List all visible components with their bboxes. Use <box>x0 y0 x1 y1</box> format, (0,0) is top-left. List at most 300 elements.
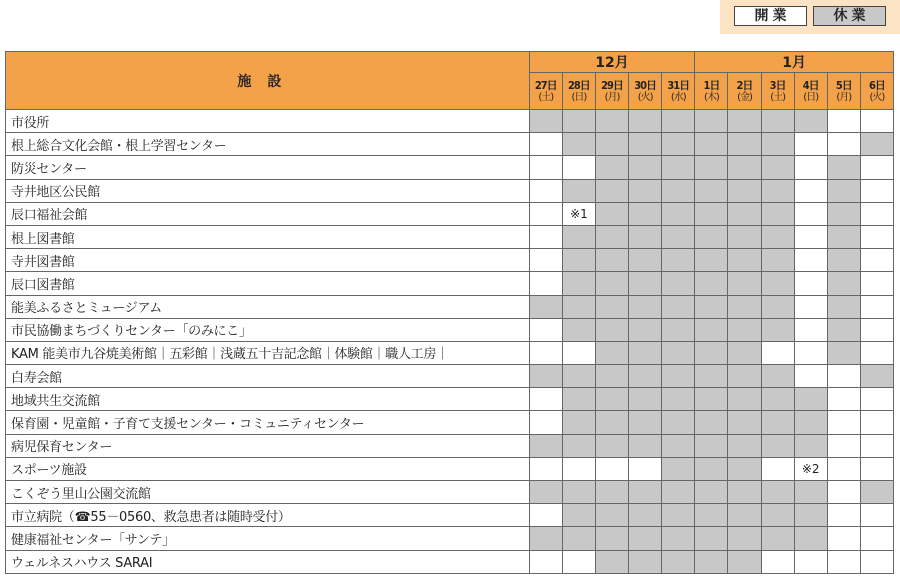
footnote-mark: ※2 <box>801 461 820 476</box>
closed-day-cell <box>595 272 628 295</box>
closed-day-cell <box>595 550 628 573</box>
closed-day-cell <box>827 156 860 179</box>
closed-day-cell <box>695 156 728 179</box>
closed-day-cell <box>662 179 695 202</box>
open-day-cell <box>794 550 827 573</box>
open-day-cell <box>529 550 562 573</box>
closed-day-cell <box>562 225 595 248</box>
closed-day-cell <box>562 318 595 341</box>
closed-day-cell <box>728 179 761 202</box>
open-day-cell <box>529 411 562 434</box>
closed-day-cell <box>728 481 761 504</box>
closed-day-cell <box>562 504 595 527</box>
facility-name: KAM 能美市九谷焼美術館｜五彩館｜浅蔵五十吉記念館｜体験館｜職人工房｜ <box>6 341 530 364</box>
closed-day-cell <box>595 179 628 202</box>
facility-name: 市立病院（☎55－0560、救急患者は随時受付） <box>6 504 530 527</box>
closed-day-cell <box>695 481 728 504</box>
day-number: 6日 <box>868 78 885 92</box>
closed-day-cell <box>662 550 695 573</box>
weekday-label: (土) <box>538 91 554 103</box>
table-row <box>6 272 894 295</box>
table-row <box>6 434 894 457</box>
open-day-cell <box>529 225 562 248</box>
open-day-cell <box>860 527 893 550</box>
closed-day-cell <box>562 527 595 550</box>
closed-day-cell <box>761 504 794 527</box>
closed-day-cell <box>728 272 761 295</box>
open-day-cell <box>860 457 893 480</box>
closed-day-cell <box>761 411 794 434</box>
open-day-cell <box>827 388 860 411</box>
open-day-cell <box>794 318 827 341</box>
closed-day-cell <box>761 295 794 318</box>
table-row <box>6 202 894 225</box>
closed-day-cell <box>728 388 761 411</box>
closed-day-cell <box>595 225 628 248</box>
closed-day-cell <box>761 272 794 295</box>
open-day-cell <box>629 457 662 480</box>
open-day-cell <box>827 110 860 133</box>
closed-day-cell <box>794 434 827 457</box>
closed-day-cell <box>761 202 794 225</box>
open-day-cell <box>827 365 860 388</box>
legend-closed: 休業 <box>813 6 886 26</box>
closed-day-cell <box>529 434 562 457</box>
closed-day-cell <box>529 365 562 388</box>
closed-day-cell <box>827 295 860 318</box>
open-day-cell <box>595 457 628 480</box>
table-row <box>6 527 894 550</box>
closed-day-cell <box>595 341 628 364</box>
closed-day-cell <box>761 434 794 457</box>
closed-day-cell <box>695 202 728 225</box>
closed-day-cell <box>629 550 662 573</box>
facility-rows <box>6 110 894 574</box>
open-day-cell <box>860 295 893 318</box>
facility-name: 根上総合文化会館・根上学習センター <box>6 133 530 156</box>
closed-day-cell <box>728 457 761 480</box>
open-day-cell <box>794 225 827 248</box>
closed-day-cell <box>662 272 695 295</box>
open-day-cell <box>860 318 893 341</box>
weekday-label: (火) <box>637 91 653 103</box>
open-day-cell <box>860 272 893 295</box>
open-day-cell <box>860 249 893 272</box>
closed-day-cell <box>728 550 761 573</box>
closed-day-cell <box>860 133 893 156</box>
open-day-cell <box>794 295 827 318</box>
weekday-label: (月) <box>604 91 620 103</box>
closed-day-cell <box>529 527 562 550</box>
closed-day-cell <box>629 411 662 434</box>
day-header <box>794 73 827 110</box>
closed-day-cell <box>595 411 628 434</box>
closed-day-cell <box>629 365 662 388</box>
closed-day-cell <box>562 411 595 434</box>
open-day-cell <box>860 411 893 434</box>
facility-name: 市民協働まちづくりセンター「のみにこ」 <box>6 318 530 341</box>
open-day-cell <box>860 202 893 225</box>
holiday-schedule-table <box>5 51 894 574</box>
table-row <box>6 481 894 504</box>
open-day-cell <box>529 156 562 179</box>
open-day-cell <box>827 133 860 156</box>
open-day-cell <box>794 365 827 388</box>
day-header <box>728 73 761 110</box>
day-number: 30日 <box>634 78 657 92</box>
closed-day-cell <box>562 110 595 133</box>
closed-day-cell <box>562 388 595 411</box>
open-day-cell <box>794 202 827 225</box>
table-row <box>6 295 894 318</box>
closed-day-cell <box>629 272 662 295</box>
legend-open: 開業 <box>734 6 807 26</box>
table-row <box>6 318 894 341</box>
closed-day-cell <box>662 481 695 504</box>
closed-day-cell <box>761 249 794 272</box>
closed-day-cell <box>761 156 794 179</box>
closed-day-cell <box>595 249 628 272</box>
closed-day-cell <box>761 481 794 504</box>
closed-day-cell <box>629 434 662 457</box>
facility-name: 保育園・児童館・子育て支援センター・コミュニティセンター <box>6 411 530 434</box>
closed-day-cell <box>662 295 695 318</box>
closed-day-cell <box>629 156 662 179</box>
closed-day-cell <box>595 133 628 156</box>
open-day-cell <box>529 249 562 272</box>
weekday-label: (月) <box>836 91 852 103</box>
closed-day-cell <box>728 133 761 156</box>
closed-day-cell <box>794 527 827 550</box>
closed-day-cell <box>529 295 562 318</box>
closed-day-cell <box>761 318 794 341</box>
weekday-label: (火) <box>869 91 885 103</box>
day-number: 1日 <box>703 78 720 92</box>
open-day-cell <box>860 504 893 527</box>
facility-name: 病児保育センター <box>6 434 530 457</box>
closed-day-cell <box>695 365 728 388</box>
closed-day-cell <box>562 365 595 388</box>
open-day-cell <box>794 249 827 272</box>
closed-day-cell <box>827 225 860 248</box>
table-row <box>6 388 894 411</box>
closed-day-cell <box>695 225 728 248</box>
month-header-january: 1月 <box>695 52 894 73</box>
facility-column-header: 施設 <box>6 52 530 110</box>
closed-day-cell <box>827 318 860 341</box>
closed-day-cell <box>595 295 628 318</box>
closed-day-cell <box>662 133 695 156</box>
facility-name: 地域共生交流館 <box>6 388 530 411</box>
open-day-cell <box>529 272 562 295</box>
closed-day-cell <box>695 411 728 434</box>
open-day-cell <box>860 110 893 133</box>
open-day-cell <box>529 341 562 364</box>
day-number: 4日 <box>802 78 819 92</box>
closed-day-cell <box>629 504 662 527</box>
closed-day-cell <box>728 527 761 550</box>
closed-day-cell <box>695 550 728 573</box>
open-day-cell <box>860 156 893 179</box>
closed-day-cell <box>629 179 662 202</box>
closed-day-cell <box>728 411 761 434</box>
closed-day-cell <box>629 388 662 411</box>
month-header-row <box>6 52 894 73</box>
month-header-december: 12月 <box>529 52 695 73</box>
closed-day-cell <box>662 411 695 434</box>
day-header <box>827 73 860 110</box>
facility-name: 白寿会館 <box>6 365 530 388</box>
closed-day-cell <box>728 434 761 457</box>
closed-day-cell <box>662 434 695 457</box>
open-day-cell <box>794 341 827 364</box>
day-header <box>629 73 662 110</box>
open-day-cell <box>562 341 595 364</box>
closed-day-cell <box>695 434 728 457</box>
closed-day-cell <box>761 110 794 133</box>
facility-name: ウェルネスハウス SARAI <box>6 550 530 573</box>
closed-day-cell <box>662 249 695 272</box>
closed-day-cell <box>761 365 794 388</box>
open-day-cell <box>794 272 827 295</box>
day-number: 31日 <box>667 78 690 92</box>
open-day-cell <box>827 481 860 504</box>
closed-day-cell <box>595 365 628 388</box>
closed-day-cell <box>562 179 595 202</box>
closed-day-cell <box>728 295 761 318</box>
open-day-cell <box>529 318 562 341</box>
closed-day-cell <box>695 295 728 318</box>
closed-day-cell <box>595 481 628 504</box>
open-day-cell <box>860 550 893 573</box>
closed-day-cell <box>695 110 728 133</box>
closed-day-cell <box>761 225 794 248</box>
closed-day-cell <box>794 411 827 434</box>
closed-day-cell <box>827 202 860 225</box>
closed-day-cell <box>662 318 695 341</box>
closed-day-cell <box>595 388 628 411</box>
table-row <box>6 110 894 133</box>
closed-day-cell <box>595 318 628 341</box>
closed-day-cell <box>728 504 761 527</box>
closed-day-cell <box>529 481 562 504</box>
weekday-label: (金) <box>737 91 752 103</box>
closed-day-cell <box>629 295 662 318</box>
closed-day-cell <box>629 527 662 550</box>
closed-day-cell <box>695 341 728 364</box>
table-row <box>6 411 894 434</box>
table-row <box>6 550 894 573</box>
closed-day-cell <box>695 179 728 202</box>
closed-day-cell <box>728 110 761 133</box>
closed-day-cell <box>728 341 761 364</box>
facility-name: 辰口福祉会館 <box>6 202 530 225</box>
weekday-label: (日) <box>803 91 819 103</box>
open-day-cell <box>827 457 860 480</box>
closed-day-cell <box>827 272 860 295</box>
closed-day-cell <box>662 504 695 527</box>
closed-day-cell <box>860 365 893 388</box>
open-day-cell <box>562 202 595 225</box>
closed-day-cell <box>629 225 662 248</box>
open-day-cell <box>761 341 794 364</box>
closed-day-cell <box>695 133 728 156</box>
facility-name: 防災センター <box>6 156 530 179</box>
closed-day-cell <box>629 481 662 504</box>
day-header <box>695 73 728 110</box>
footnote-mark: ※1 <box>570 206 588 221</box>
open-day-cell <box>529 202 562 225</box>
closed-day-cell <box>695 388 728 411</box>
table-row <box>6 249 894 272</box>
day-header <box>562 73 595 110</box>
open-day-cell <box>761 550 794 573</box>
facility-name: こくぞう里山公園交流館 <box>6 481 530 504</box>
closed-day-cell <box>860 481 893 504</box>
open-day-cell <box>860 225 893 248</box>
day-header <box>529 73 562 110</box>
table-row <box>6 457 894 480</box>
facility-name: 寺井図書館 <box>6 249 530 272</box>
open-day-cell <box>827 504 860 527</box>
closed-day-cell <box>695 504 728 527</box>
open-day-cell <box>794 133 827 156</box>
closed-day-cell <box>629 341 662 364</box>
closed-day-cell <box>595 527 628 550</box>
closed-day-cell <box>728 202 761 225</box>
closed-day-cell <box>761 527 794 550</box>
closed-day-cell <box>695 272 728 295</box>
table-row <box>6 365 894 388</box>
day-header <box>595 73 628 110</box>
closed-day-cell <box>794 388 827 411</box>
day-header <box>662 73 695 110</box>
closed-day-cell <box>662 341 695 364</box>
open-day-cell <box>827 527 860 550</box>
open-day-cell <box>794 179 827 202</box>
closed-day-cell <box>629 249 662 272</box>
closed-day-cell <box>761 133 794 156</box>
closed-day-cell <box>629 202 662 225</box>
closed-day-cell <box>827 341 860 364</box>
closed-day-cell <box>595 504 628 527</box>
day-number: 2日 <box>736 78 753 92</box>
closed-day-cell <box>662 202 695 225</box>
open-day-cell <box>529 457 562 480</box>
closed-day-cell <box>728 365 761 388</box>
open-day-cell <box>562 156 595 179</box>
closed-day-cell <box>695 527 728 550</box>
facility-name: 寺井地区公民館 <box>6 179 530 202</box>
closed-day-cell <box>562 295 595 318</box>
closed-day-cell <box>595 110 628 133</box>
open-day-cell <box>860 341 893 364</box>
facility-name: 健康福祉センター「サンテ」 <box>6 527 530 550</box>
closed-day-cell <box>662 225 695 248</box>
closed-day-cell <box>695 318 728 341</box>
closed-day-cell <box>629 110 662 133</box>
weekday-label: (木) <box>703 91 719 103</box>
day-header <box>761 73 794 110</box>
closed-day-cell <box>629 318 662 341</box>
open-day-cell <box>529 133 562 156</box>
closed-day-cell <box>562 249 595 272</box>
facility-name: スポーツ施設 <box>6 457 530 480</box>
open-day-cell <box>860 179 893 202</box>
table-row <box>6 133 894 156</box>
closed-day-cell <box>662 388 695 411</box>
open-day-cell <box>562 457 595 480</box>
closed-day-cell <box>662 156 695 179</box>
closed-day-cell <box>595 434 628 457</box>
closed-day-cell <box>728 156 761 179</box>
closed-day-cell <box>761 388 794 411</box>
closed-day-cell <box>562 133 595 156</box>
closed-day-cell <box>794 481 827 504</box>
open-day-cell <box>827 411 860 434</box>
closed-day-cell <box>761 179 794 202</box>
closed-day-cell <box>728 249 761 272</box>
closed-day-cell <box>695 457 728 480</box>
closed-day-cell <box>595 156 628 179</box>
table-row <box>6 225 894 248</box>
table-row <box>6 179 894 202</box>
closed-day-cell <box>562 272 595 295</box>
legend <box>720 0 900 34</box>
closed-day-cell <box>562 434 595 457</box>
table-row <box>6 504 894 527</box>
open-day-cell <box>562 550 595 573</box>
open-day-cell <box>761 457 794 480</box>
closed-day-cell <box>662 527 695 550</box>
day-number: 5日 <box>835 78 852 92</box>
closed-day-cell <box>728 318 761 341</box>
facility-name: 辰口図書館 <box>6 272 530 295</box>
closed-day-cell <box>662 365 695 388</box>
weekday-label: (日) <box>571 91 587 103</box>
facility-name: 市役所 <box>6 110 530 133</box>
closed-day-cell <box>794 504 827 527</box>
day-number: 29日 <box>601 78 623 92</box>
closed-day-cell <box>629 133 662 156</box>
day-number: 3日 <box>769 78 786 92</box>
open-day-cell <box>794 156 827 179</box>
open-day-cell <box>529 504 562 527</box>
weekday-label: (土) <box>770 91 785 103</box>
open-day-cell <box>827 550 860 573</box>
open-day-cell <box>529 388 562 411</box>
open-day-cell <box>860 388 893 411</box>
open-day-cell <box>794 457 827 480</box>
closed-day-cell <box>595 202 628 225</box>
day-number: 27日 <box>534 78 557 92</box>
facility-name: 能美ふるさとミュージアム <box>6 295 530 318</box>
open-day-cell <box>860 434 893 457</box>
closed-day-cell <box>562 481 595 504</box>
closed-day-cell <box>662 457 695 480</box>
facility-name: 根上図書館 <box>6 225 530 248</box>
day-number: 28日 <box>568 78 590 92</box>
weekday-label: (水) <box>670 91 686 103</box>
open-day-cell <box>827 434 860 457</box>
closed-day-cell <box>827 179 860 202</box>
table-row <box>6 341 894 364</box>
closed-day-cell <box>662 110 695 133</box>
closed-day-cell <box>827 249 860 272</box>
table-row <box>6 156 894 179</box>
closed-day-cell <box>794 110 827 133</box>
day-header <box>860 73 893 110</box>
